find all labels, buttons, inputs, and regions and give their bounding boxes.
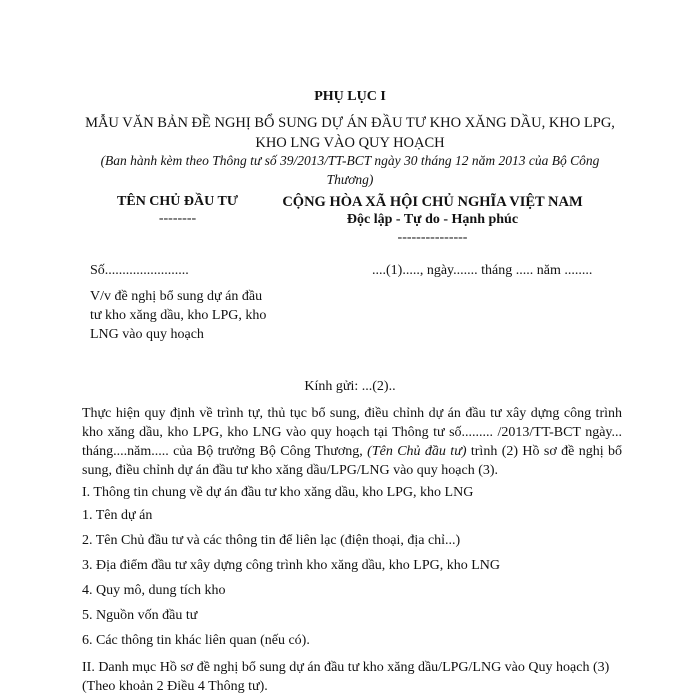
intro-investor-placeholder: (Tên Chủ đầu tư): [367, 444, 467, 459]
list-item: 2. Tên Chủ đầu tư và các thông tin để liên lạc (điện thoại, địa chỉ...): [82, 533, 461, 548]
section-1-heading: I. Thông tin chung về dự án đầu tư kho xăng dầu, kho LPG, kho LNG: [82, 485, 474, 500]
document-number: Số........................: [90, 263, 189, 278]
document-subject: V/v đề nghị bổ sung dự án đầu tư kho xăng dầu, kho LPG, kho LNG vào quy hoạch: [90, 289, 267, 342]
place-date: ....(1)....., ngày....... tháng ..... năm ........: [372, 263, 593, 278]
intro-text-1: Thực hiện quy định về trình tự, thủ tục bổ sung, điều chỉnh dự án đầu tư xây dựng công trình kho xăng dầu, kho LPG, kho LNG vào quy hoạch tại Thông tư số......... /2013/TT-BCT ngày... tháng....năm..... của Bộ trưởng Bộ Công Thương,: [82, 406, 622, 459]
list-item: 6. Các thông tin khác liên quan (nếu có).: [82, 633, 310, 648]
list-item: 5. Nguồn vốn đầu tư: [82, 608, 198, 623]
nation-divider: ---------------: [397, 230, 468, 245]
section-2-heading: II. Danh mục Hồ sơ đề nghị bổ sung dự án đầu tư kho xăng dầu/LPG/LNG vào Quy hoạch (3) (Theo khoản 2 Điều 4 Thông tư).: [82, 660, 610, 694]
investor-name: TÊN CHỦ ĐẦU TƯ: [117, 194, 238, 209]
list-item: 1. Tên dự án: [82, 508, 153, 523]
list-item: 3. Địa điểm đầu tư xây dựng công trình kho xăng dầu, kho LPG, kho LNG: [82, 558, 501, 573]
issuance-note: (Ban hành kèm theo Thông tư số 39/2013/TT-BCT ngày 30 tháng 12 năm 2013 của Bộ Công Thương): [100, 153, 600, 187]
nation-motto: Độc lập - Tự do - Hạnh phúc: [346, 212, 519, 227]
intro-paragraph: [82, 404, 622, 480]
appendix-title: PHỤ LỤC I: [314, 89, 386, 104]
investor-divider: --------: [158, 211, 197, 226]
document-heading: MẪU VĂN BẢN ĐỀ NGHỊ BỔ SUNG DỰ ÁN ĐẦU TƯ KHO XĂNG DẦU, KHO LPG, KHO LNG VÀO QUY HOẠCH: [85, 115, 615, 151]
list-item: 4. Quy mô, dung tích kho: [82, 583, 226, 598]
recipient: Kính gửi: ...(2)..: [304, 379, 396, 394]
intro-text-2: trình (2) Hồ sơ đề nghị bổ sung, điều chỉnh dự án đầu tư kho xăng dầu/LPG/LNG vào quy hoạch (3).: [82, 444, 623, 478]
nation-title: CỘNG HÒA XÃ HỘI CHỦ NGHĨA VIỆT NAM: [282, 194, 583, 210]
